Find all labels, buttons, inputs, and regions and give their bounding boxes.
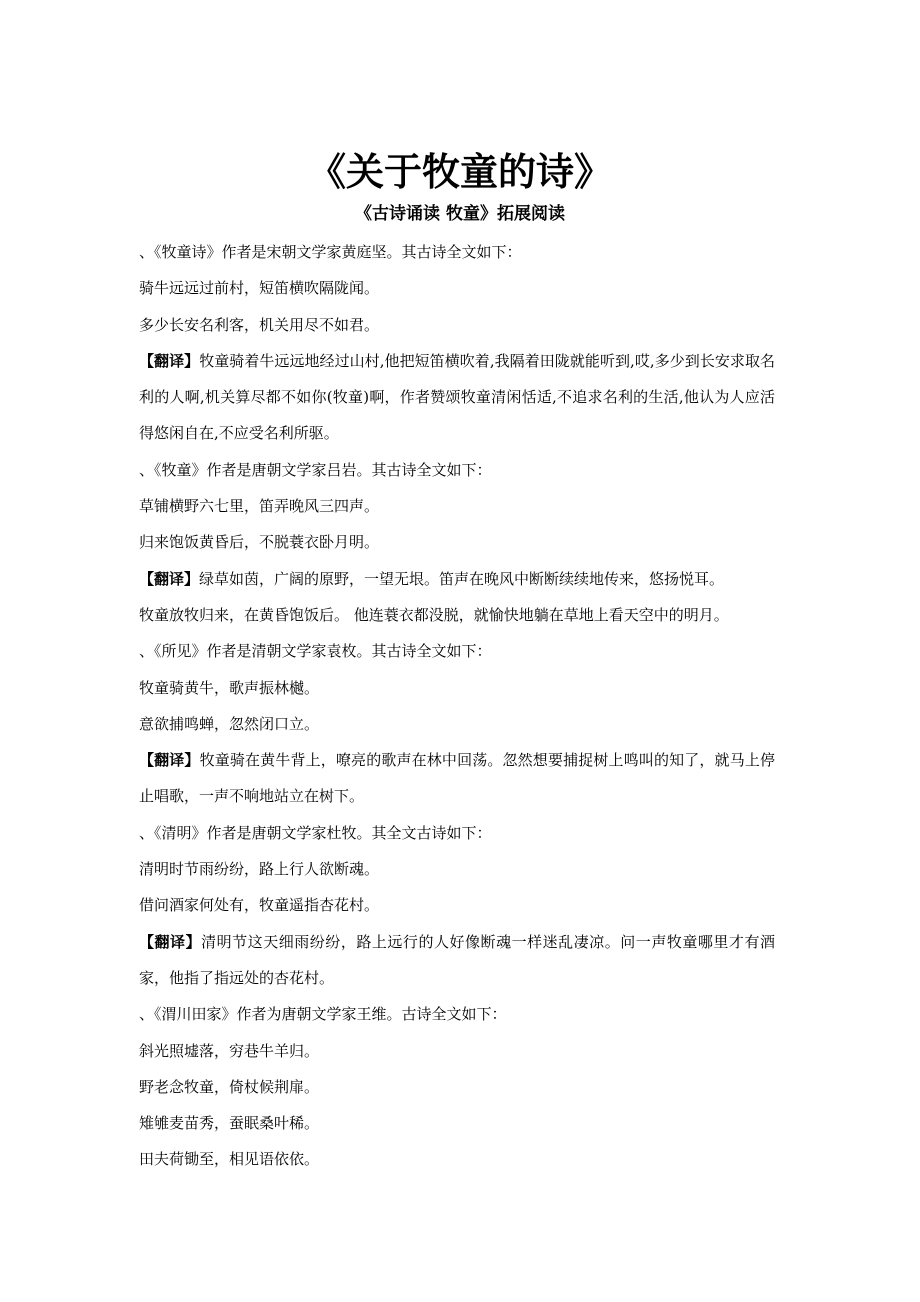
translation-tag: 【翻译】 — [139, 569, 200, 588]
poem-line: 雉雊麦苗秀，蚕眠桑叶稀。 — [139, 1114, 320, 1133]
poem-line: 田夫荷锄至，相见语依依。 — [139, 1150, 320, 1169]
translation-text: 牧童骑着牛远远地经过山村,他把短笛横吹着,我隔着田陇就能听到,哎,多少到长安求取名利的人啊,机关算尽都不如你(牧童)啊，作者赞颂牧童清闲恬适,不追求名利的生活,他认为人应活得悠闲自在,不应受名利所驱。 — [139, 351, 775, 443]
translation-tag: 【翻译】 — [139, 751, 200, 770]
translation-paragraph — [139, 561, 775, 597]
translation-text: 清明节这天细雨纷纷，路上远行的人好像断魂一样迷乱凄凉。问一声牧童哪里才有酒家，他指了指远处的杏花村。 — [139, 932, 775, 987]
poem-line: 多少长安名利客，机关用尽不如君。 — [139, 315, 380, 334]
translation-paragraph — [139, 343, 775, 452]
translation-tag: 【翻译】 — [139, 351, 200, 370]
poem-line: 野老念牧童，倚杖候荆扉。 — [139, 1077, 320, 1096]
translation-continuation: 牧童放牧归来，在黄昏饱饭后。 他连蓑衣都没脱，就愉快地躺在草地上看天空中的明月。 — [139, 605, 729, 624]
translation-text: 绿草如茵，广阔的原野，一望无垠。笛声在晚风中断断续续地传来，悠扬悦耳。 — [199, 569, 725, 588]
poem-line: 草铺横野六七里，笛弄晚风三四声。 — [139, 497, 380, 516]
poem-line: 意欲捕鸣蝉，忽然闭口立。 — [139, 714, 320, 733]
page-subtitle: 《古诗诵读 牧童》拓展阅读 — [355, 204, 565, 224]
poem-intro: 、《清明》作者是唐朝文学家杜牧。其全文古诗如下： — [139, 823, 492, 842]
translation-paragraph — [139, 924, 775, 997]
poem-line: 清明时节雨纷纷，路上行人欲断魂。 — [139, 860, 380, 879]
poem-line: 牧童骑黄牛，歌声振林樾。 — [139, 678, 320, 697]
poem-intro: 、《牧童诗》作者是宋朝文学家黄庭坚。其古诗全文如下： — [139, 243, 522, 261]
poem-line: 斜光照墟落，穷巷牛羊归。 — [139, 1041, 320, 1060]
poem-line: 借问酒家何处有，牧童遥指杏花村。 — [139, 896, 380, 915]
page-title: 《关于牧童的诗》 — [307, 150, 612, 194]
poem-line: 骑牛远远过前村，短笛横吹隔陇闻。 — [139, 279, 380, 298]
poem-intro: 、《牧童》作者是唐朝文学家吕岩。其古诗全文如下： — [139, 460, 492, 479]
translation-text: 牧童骑在黄牛背上，嘹亮的歌声在林中回荡。忽然想要捕捉树上鸣叫的知了，就马上停止唱歌，一声不响地站立在树下。 — [139, 751, 775, 806]
poem-line: 归来饱饭黄昏后，不脱蓑衣卧月明。 — [139, 533, 380, 552]
poem-intro: 、《渭川田家》作者为唐朝文学家王维。古诗全文如下： — [139, 1005, 507, 1024]
document-body — [139, 234, 775, 1178]
poem-intro: 、《所见》作者是清朝文学家袁枚。其古诗全文如下： — [139, 642, 492, 661]
translation-tag: 【翻译】 — [139, 932, 202, 951]
translation-paragraph — [139, 742, 775, 815]
